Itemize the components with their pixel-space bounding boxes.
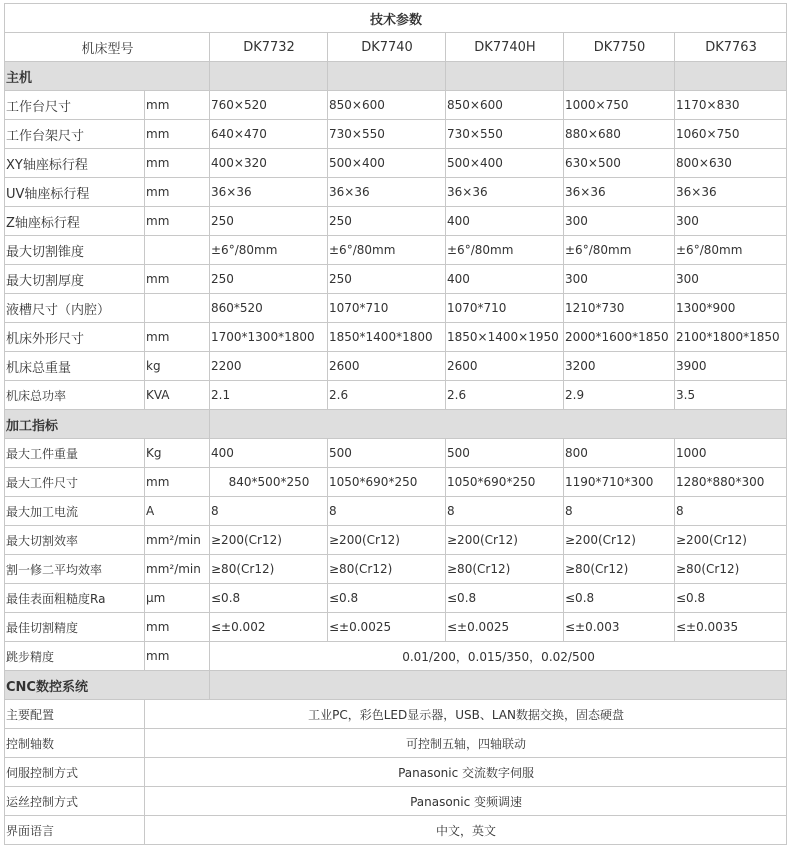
table-row <box>5 294 787 323</box>
row-value: 2600 <box>446 352 564 381</box>
row-unit <box>145 236 210 265</box>
row-label: 界面语言 <box>5 816 145 845</box>
row-label: 割一修二平均效率 <box>5 555 145 584</box>
section-blank <box>210 62 328 91</box>
row-label: 控制轴数 <box>5 729 145 758</box>
row-unit: A <box>145 497 210 526</box>
row-value: ≤±0.003 <box>564 613 675 642</box>
table-row <box>5 642 787 671</box>
row-value: 850×600 <box>446 91 564 120</box>
row-value: 8 <box>328 497 446 526</box>
row-value: 730×550 <box>328 120 446 149</box>
row-label: 机床外形尺寸 <box>5 323 145 352</box>
section-title-main: 主机 <box>5 62 210 91</box>
row-unit <box>145 294 210 323</box>
row-unit: KVA <box>145 381 210 410</box>
row-value: 880×680 <box>564 120 675 149</box>
row-unit: mm <box>145 149 210 178</box>
row-label: UV轴座标行程 <box>5 178 145 207</box>
row-value: 8 <box>210 497 328 526</box>
row-unit: mm <box>145 468 210 497</box>
row-value: ±6°/80mm <box>328 236 446 265</box>
row-label: 工作台尺寸 <box>5 91 145 120</box>
row-value: 1170×830 <box>675 91 787 120</box>
section-blank <box>328 62 446 91</box>
row-value: 1070*710 <box>446 294 564 323</box>
row-value: 3.5 <box>675 381 787 410</box>
row-value: 2000*1600*1850 <box>564 323 675 352</box>
row-value: 1050*690*250 <box>446 468 564 497</box>
section-row-processing <box>5 410 787 439</box>
row-value: 300 <box>675 265 787 294</box>
row-label: 最大切割厚度 <box>5 265 145 294</box>
row-value-merged: 0.01/200，0.015/350，0.02/500 <box>210 642 787 671</box>
row-value: 500 <box>446 439 564 468</box>
row-unit: mm²/min <box>145 526 210 555</box>
row-value: ≥200(Cr12) <box>675 526 787 555</box>
model-header-row <box>5 33 787 62</box>
row-value: 2600 <box>328 352 446 381</box>
table-row <box>5 149 787 178</box>
row-value: 800×630 <box>675 149 787 178</box>
row-value-merged: Panasonic 变频调速 <box>145 787 787 816</box>
row-value: ≥80(Cr12) <box>210 555 328 584</box>
row-value: 1050*690*250 <box>328 468 446 497</box>
row-value: 36×36 <box>564 178 675 207</box>
row-unit: μm <box>145 584 210 613</box>
row-value-merged: Panasonic 交流数字伺服 <box>145 758 787 787</box>
row-value: 36×36 <box>446 178 564 207</box>
row-value: ±6°/80mm <box>675 236 787 265</box>
row-value: 250 <box>328 265 446 294</box>
row-value: ≥200(Cr12) <box>564 526 675 555</box>
row-value: 400 <box>446 265 564 294</box>
section-blank <box>210 410 787 439</box>
table-row <box>5 787 787 816</box>
row-value: 500×400 <box>328 149 446 178</box>
row-value: 1000 <box>675 439 787 468</box>
row-label: 机床总重量 <box>5 352 145 381</box>
section-blank <box>210 671 787 700</box>
section-blank <box>564 62 675 91</box>
row-label: 最大工件尺寸 <box>5 468 145 497</box>
row-value: 36×36 <box>210 178 328 207</box>
row-value: ≤0.8 <box>564 584 675 613</box>
row-label: 最佳切割精度 <box>5 613 145 642</box>
model-header-cell: DK7732 <box>210 33 328 62</box>
row-value: 1700*1300*1800 <box>210 323 328 352</box>
row-value: ≥200(Cr12) <box>210 526 328 555</box>
row-value: ±6°/80mm <box>564 236 675 265</box>
row-value: 500 <box>328 439 446 468</box>
row-value: 1850×1400×1950 <box>446 323 564 352</box>
table-row <box>5 91 787 120</box>
row-value: ≤±0.0035 <box>675 613 787 642</box>
row-value: 300 <box>564 265 675 294</box>
model-header-cell: DK7740 <box>328 33 446 62</box>
table-title: 技术参数 <box>5 4 787 33</box>
table-row <box>5 323 787 352</box>
row-label: XY轴座标行程 <box>5 149 145 178</box>
row-value: ≤0.8 <box>328 584 446 613</box>
row-label: 最大工件重量 <box>5 439 145 468</box>
row-value: 250 <box>210 265 328 294</box>
row-value: 800 <box>564 439 675 468</box>
row-value: ≤0.8 <box>675 584 787 613</box>
table-row <box>5 120 787 149</box>
row-value: 2.6 <box>328 381 446 410</box>
table-row <box>5 613 787 642</box>
model-header-label: 机床型号 <box>5 33 210 62</box>
spec-table <box>4 3 787 845</box>
row-value: ≥80(Cr12) <box>675 555 787 584</box>
row-value: 400×320 <box>210 149 328 178</box>
row-value: 1850*1400*1800 <box>328 323 446 352</box>
row-unit: mm <box>145 120 210 149</box>
row-value: 300 <box>564 207 675 236</box>
table-row <box>5 729 787 758</box>
model-header-cell: DK7750 <box>564 33 675 62</box>
row-value: ≥80(Cr12) <box>328 555 446 584</box>
row-value: ±6°/80mm <box>446 236 564 265</box>
table-row <box>5 497 787 526</box>
section-blank <box>446 62 564 91</box>
table-row <box>5 265 787 294</box>
table-row <box>5 468 787 497</box>
row-value: 1300*900 <box>675 294 787 323</box>
row-value: 250 <box>210 207 328 236</box>
row-value: ≥200(Cr12) <box>328 526 446 555</box>
row-value: 8 <box>446 497 564 526</box>
table-row <box>5 178 787 207</box>
row-label: 最大切割锥度 <box>5 236 145 265</box>
row-value: 300 <box>675 207 787 236</box>
section-blank <box>675 62 787 91</box>
row-value: 860*520 <box>210 294 328 323</box>
table-row <box>5 816 787 845</box>
table-row <box>5 352 787 381</box>
model-header-cell: DK7763 <box>675 33 787 62</box>
row-value: 3200 <box>564 352 675 381</box>
row-value: 840*500*250 <box>210 468 328 497</box>
row-unit: mm²/min <box>145 555 210 584</box>
row-value: 1280*880*300 <box>675 468 787 497</box>
title-row <box>5 4 787 33</box>
row-unit: mm <box>145 265 210 294</box>
row-value-merged: 工业PC，彩色LED显示器，USB、LAN数据交换，固态硬盘 <box>145 700 787 729</box>
table-row <box>5 555 787 584</box>
row-value: 400 <box>210 439 328 468</box>
row-value: 730×550 <box>446 120 564 149</box>
row-label: 液槽尺寸（内腔） <box>5 294 145 323</box>
row-value: 500×400 <box>446 149 564 178</box>
table-row <box>5 381 787 410</box>
table-row <box>5 439 787 468</box>
row-value: 2100*1800*1850 <box>675 323 787 352</box>
row-value: 1070*710 <box>328 294 446 323</box>
row-value: 36×36 <box>328 178 446 207</box>
row-unit: mm <box>145 613 210 642</box>
row-value: 640×470 <box>210 120 328 149</box>
row-value: 400 <box>446 207 564 236</box>
row-value: ≥80(Cr12) <box>564 555 675 584</box>
model-header-cell: DK7740H <box>446 33 564 62</box>
row-value: ≤±0.0025 <box>328 613 446 642</box>
section-title-cnc: CNC数控系统 <box>5 671 210 700</box>
section-row-main <box>5 62 787 91</box>
row-value: 2.1 <box>210 381 328 410</box>
row-label: 最大切割效率 <box>5 526 145 555</box>
row-value: 1210*730 <box>564 294 675 323</box>
table-row <box>5 700 787 729</box>
row-value: 8 <box>675 497 787 526</box>
row-value: 1000×750 <box>564 91 675 120</box>
row-value-merged: 可控制五轴，四轴联动 <box>145 729 787 758</box>
table-row <box>5 207 787 236</box>
table-row <box>5 758 787 787</box>
row-value: 1190*710*300 <box>564 468 675 497</box>
row-label: 最佳表面粗糙度Ra <box>5 584 145 613</box>
row-label: 主要配置 <box>5 700 145 729</box>
section-row-cnc <box>5 671 787 700</box>
row-value: 2200 <box>210 352 328 381</box>
row-value: ≤0.8 <box>446 584 564 613</box>
row-label: 工作台架尺寸 <box>5 120 145 149</box>
row-value: 36×36 <box>675 178 787 207</box>
row-label: 最大加工电流 <box>5 497 145 526</box>
row-value: 2.6 <box>446 381 564 410</box>
row-value: 1060×750 <box>675 120 787 149</box>
table-row <box>5 526 787 555</box>
row-value: 760×520 <box>210 91 328 120</box>
row-unit: mm <box>145 91 210 120</box>
row-value: ≤±0.0025 <box>446 613 564 642</box>
row-unit: Kg <box>145 439 210 468</box>
row-label: 跳步精度 <box>5 642 145 671</box>
row-value: 250 <box>328 207 446 236</box>
table-row <box>5 584 787 613</box>
row-label: 运丝控制方式 <box>5 787 145 816</box>
section-title-processing: 加工指标 <box>5 410 210 439</box>
row-value: ≥200(Cr12) <box>446 526 564 555</box>
row-unit: mm <box>145 207 210 236</box>
row-label: 伺服控制方式 <box>5 758 145 787</box>
row-label: Z轴座标行程 <box>5 207 145 236</box>
row-unit: kg <box>145 352 210 381</box>
row-value: 630×500 <box>564 149 675 178</box>
row-value-merged: 中文，英文 <box>145 816 787 845</box>
row-value: ≤0.8 <box>210 584 328 613</box>
row-value: 2.9 <box>564 381 675 410</box>
row-value: 850×600 <box>328 91 446 120</box>
row-value: 3900 <box>675 352 787 381</box>
row-unit: mm <box>145 178 210 207</box>
row-unit: mm <box>145 642 210 671</box>
row-value: 8 <box>564 497 675 526</box>
row-value: ≥80(Cr12) <box>446 555 564 584</box>
row-label: 机床总功率 <box>5 381 145 410</box>
row-value: ≤±0.002 <box>210 613 328 642</box>
table-row <box>5 236 787 265</box>
row-value: ±6°/80mm <box>210 236 328 265</box>
row-unit: mm <box>145 323 210 352</box>
